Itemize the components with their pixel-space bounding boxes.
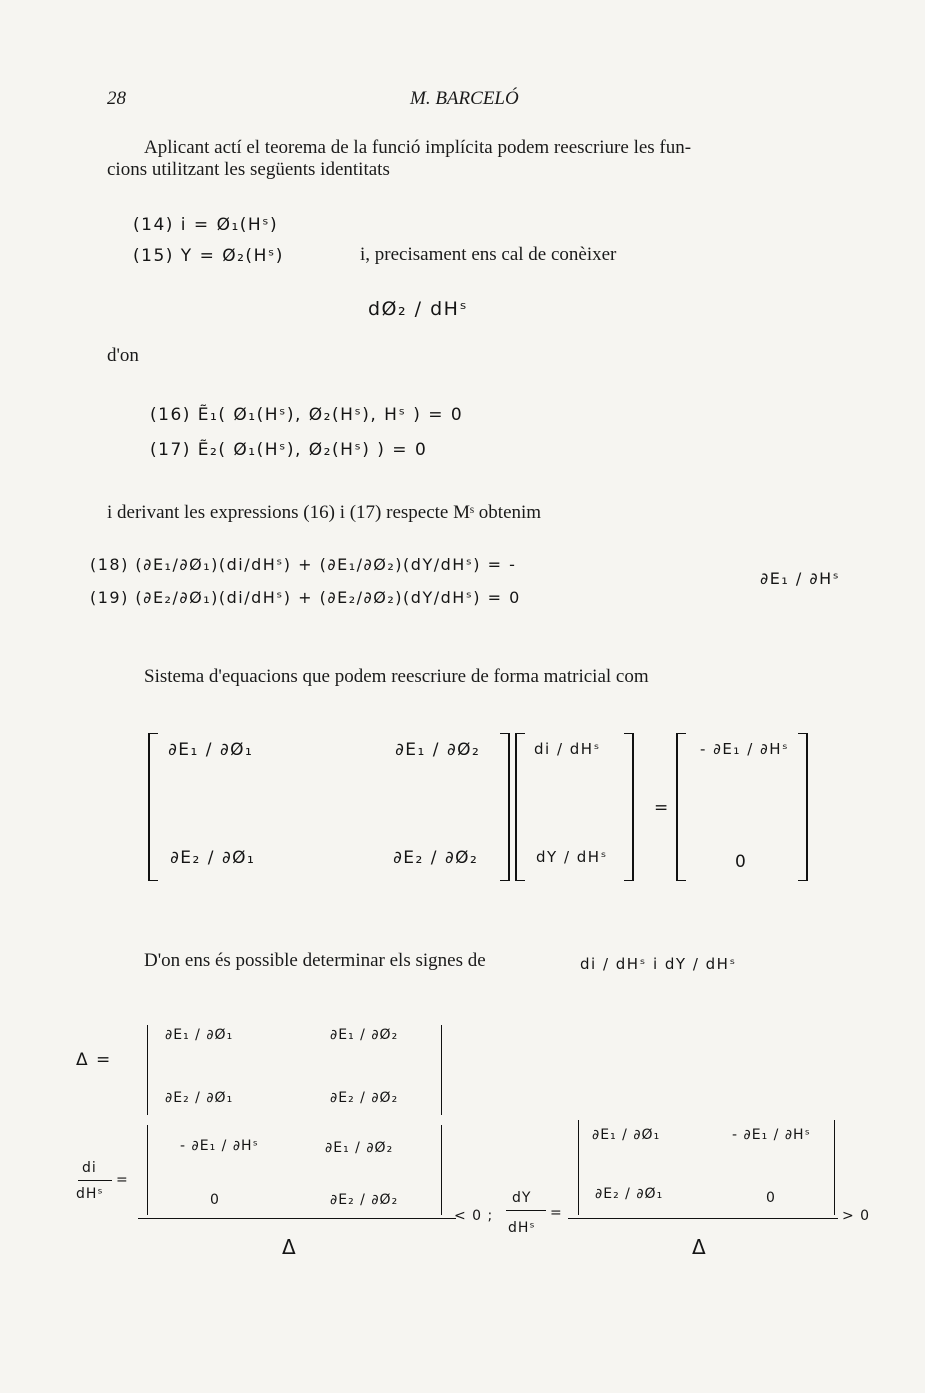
matrix-intro-text: Sistema d'equacions que podem reescriure de forma matricial com — [144, 666, 649, 687]
di-lhs-fraction-bar — [78, 1180, 112, 1181]
matrix-a11: ∂E₁ / ∂Ø₁ — [168, 740, 254, 760]
signs-expression: di / dHˢ i dY / dHˢ — [580, 955, 737, 973]
dy-m12: - ∂E₁ / ∂Hˢ — [732, 1127, 811, 1143]
matrix-a-left-bracket — [148, 733, 158, 881]
di-m22: ∂E₂ / ∂Ø₂ — [330, 1192, 399, 1208]
di-m21: 0 — [210, 1192, 220, 1208]
di-lhs-denominator: dHˢ — [76, 1186, 104, 1202]
delta-label: Δ = — [76, 1050, 112, 1070]
matrix-a-right-bracket — [500, 733, 510, 881]
dy-m22: 0 — [766, 1190, 776, 1206]
page-number: 28 — [107, 88, 126, 109]
matrix-equals: = — [654, 798, 670, 818]
di-denominator-delta: Δ — [282, 1235, 298, 1259]
matrix-b2: 0 — [735, 852, 748, 872]
intro-line-1: Aplicant actí el teorema de la funció implícita podem reescriure les fun- — [144, 137, 692, 158]
matrix-x2: dY / dHˢ — [536, 848, 608, 866]
equation-15-text: i, precisament ens cal de conèixer — [360, 244, 617, 265]
di-lhs-equals: = — [116, 1172, 129, 1188]
dy-sign: > 0 — [842, 1208, 871, 1224]
matrix-b-right-bracket — [798, 733, 808, 881]
dy-m11: ∂E₁ / ∂Ø₁ — [592, 1127, 661, 1143]
dy-fraction-bar — [568, 1218, 838, 1219]
don-label: d'on — [107, 345, 139, 366]
di-matrix-left-bar — [147, 1125, 148, 1215]
di-lhs-numerator: di — [82, 1160, 97, 1176]
matrix-b-left-bracket — [676, 733, 686, 881]
matrix-a12: ∂E₁ / ∂Ø₂ — [395, 740, 481, 760]
equation-17: (17) Ẽ₂( Ø₁(Hˢ), Ø₂(Hˢ) ) = 0 — [150, 440, 428, 460]
equation-18-rhs: ∂E₁ / ∂Hˢ — [760, 569, 841, 588]
equation-15: (15) Y = Ø₂(Hˢ) — [133, 246, 284, 266]
dy-matrix-left-bar — [578, 1120, 579, 1215]
di-sign: < 0 ; — [454, 1208, 494, 1224]
equation-14: (14) i = Ø₁(Hˢ) — [133, 215, 279, 235]
di-m11: - ∂E₁ / ∂Hˢ — [180, 1138, 259, 1154]
matrix-x-right-bracket — [624, 733, 634, 881]
dy-matrix-right-bar — [834, 1120, 835, 1215]
dy-m21: ∂E₂ / ∂Ø₁ — [595, 1186, 664, 1202]
delta-right-bar — [441, 1025, 442, 1115]
matrix-a21: ∂E₂ / ∂Ø₁ — [170, 848, 256, 868]
dy-lhs-denominator: dHˢ — [508, 1220, 536, 1236]
di-m12: ∂E₁ / ∂Ø₂ — [325, 1140, 394, 1156]
delta-d12: ∂E₁ / ∂Ø₂ — [330, 1027, 399, 1043]
dy-denominator-delta: Δ — [692, 1235, 708, 1259]
matrix-x-left-bracket — [515, 733, 525, 881]
matrix-a22: ∂E₂ / ∂Ø₂ — [393, 848, 479, 868]
delta-d21: ∂E₂ / ∂Ø₁ — [165, 1090, 234, 1106]
deriving-text: i derivant les expressions (16) i (17) respecte Mˢ obtenim — [107, 502, 542, 523]
delta-left-bar — [147, 1025, 148, 1115]
delta-d22: ∂E₂ / ∂Ø₂ — [330, 1090, 399, 1106]
dy-lhs-equals: = — [550, 1205, 563, 1221]
intro-line-2: cions utilitzant les següents identitats — [107, 159, 390, 180]
target-derivative: dØ₂ / dHˢ — [368, 298, 469, 320]
dy-lhs-fraction-bar — [506, 1210, 546, 1211]
equation-18: (18) (∂E₁/∂Ø₁)(di/dHˢ) + (∂E₁/∂Ø₂)(dY/dHˢ) = - — [90, 555, 517, 574]
equation-19: (19) (∂E₂/∂Ø₁)(di/dHˢ) + (∂E₂/∂Ø₂)(dY/dHˢ) = 0 — [90, 588, 521, 607]
matrix-x1: di / dHˢ — [534, 740, 601, 758]
di-fraction-bar — [138, 1218, 456, 1219]
delta-d11: ∂E₁ / ∂Ø₁ — [165, 1027, 234, 1043]
di-matrix-right-bar — [441, 1125, 442, 1215]
signs-text: D'on ens és possible determinar els signes de — [144, 950, 486, 971]
equation-16: (16) Ẽ₁( Ø₁(Hˢ), Ø₂(Hˢ), Hˢ ) = 0 — [150, 405, 464, 425]
dy-lhs-numerator: dY — [512, 1190, 532, 1206]
matrix-b1: - ∂E₁ / ∂Hˢ — [700, 740, 790, 758]
running-header-author: M. BARCELÓ — [410, 88, 519, 109]
